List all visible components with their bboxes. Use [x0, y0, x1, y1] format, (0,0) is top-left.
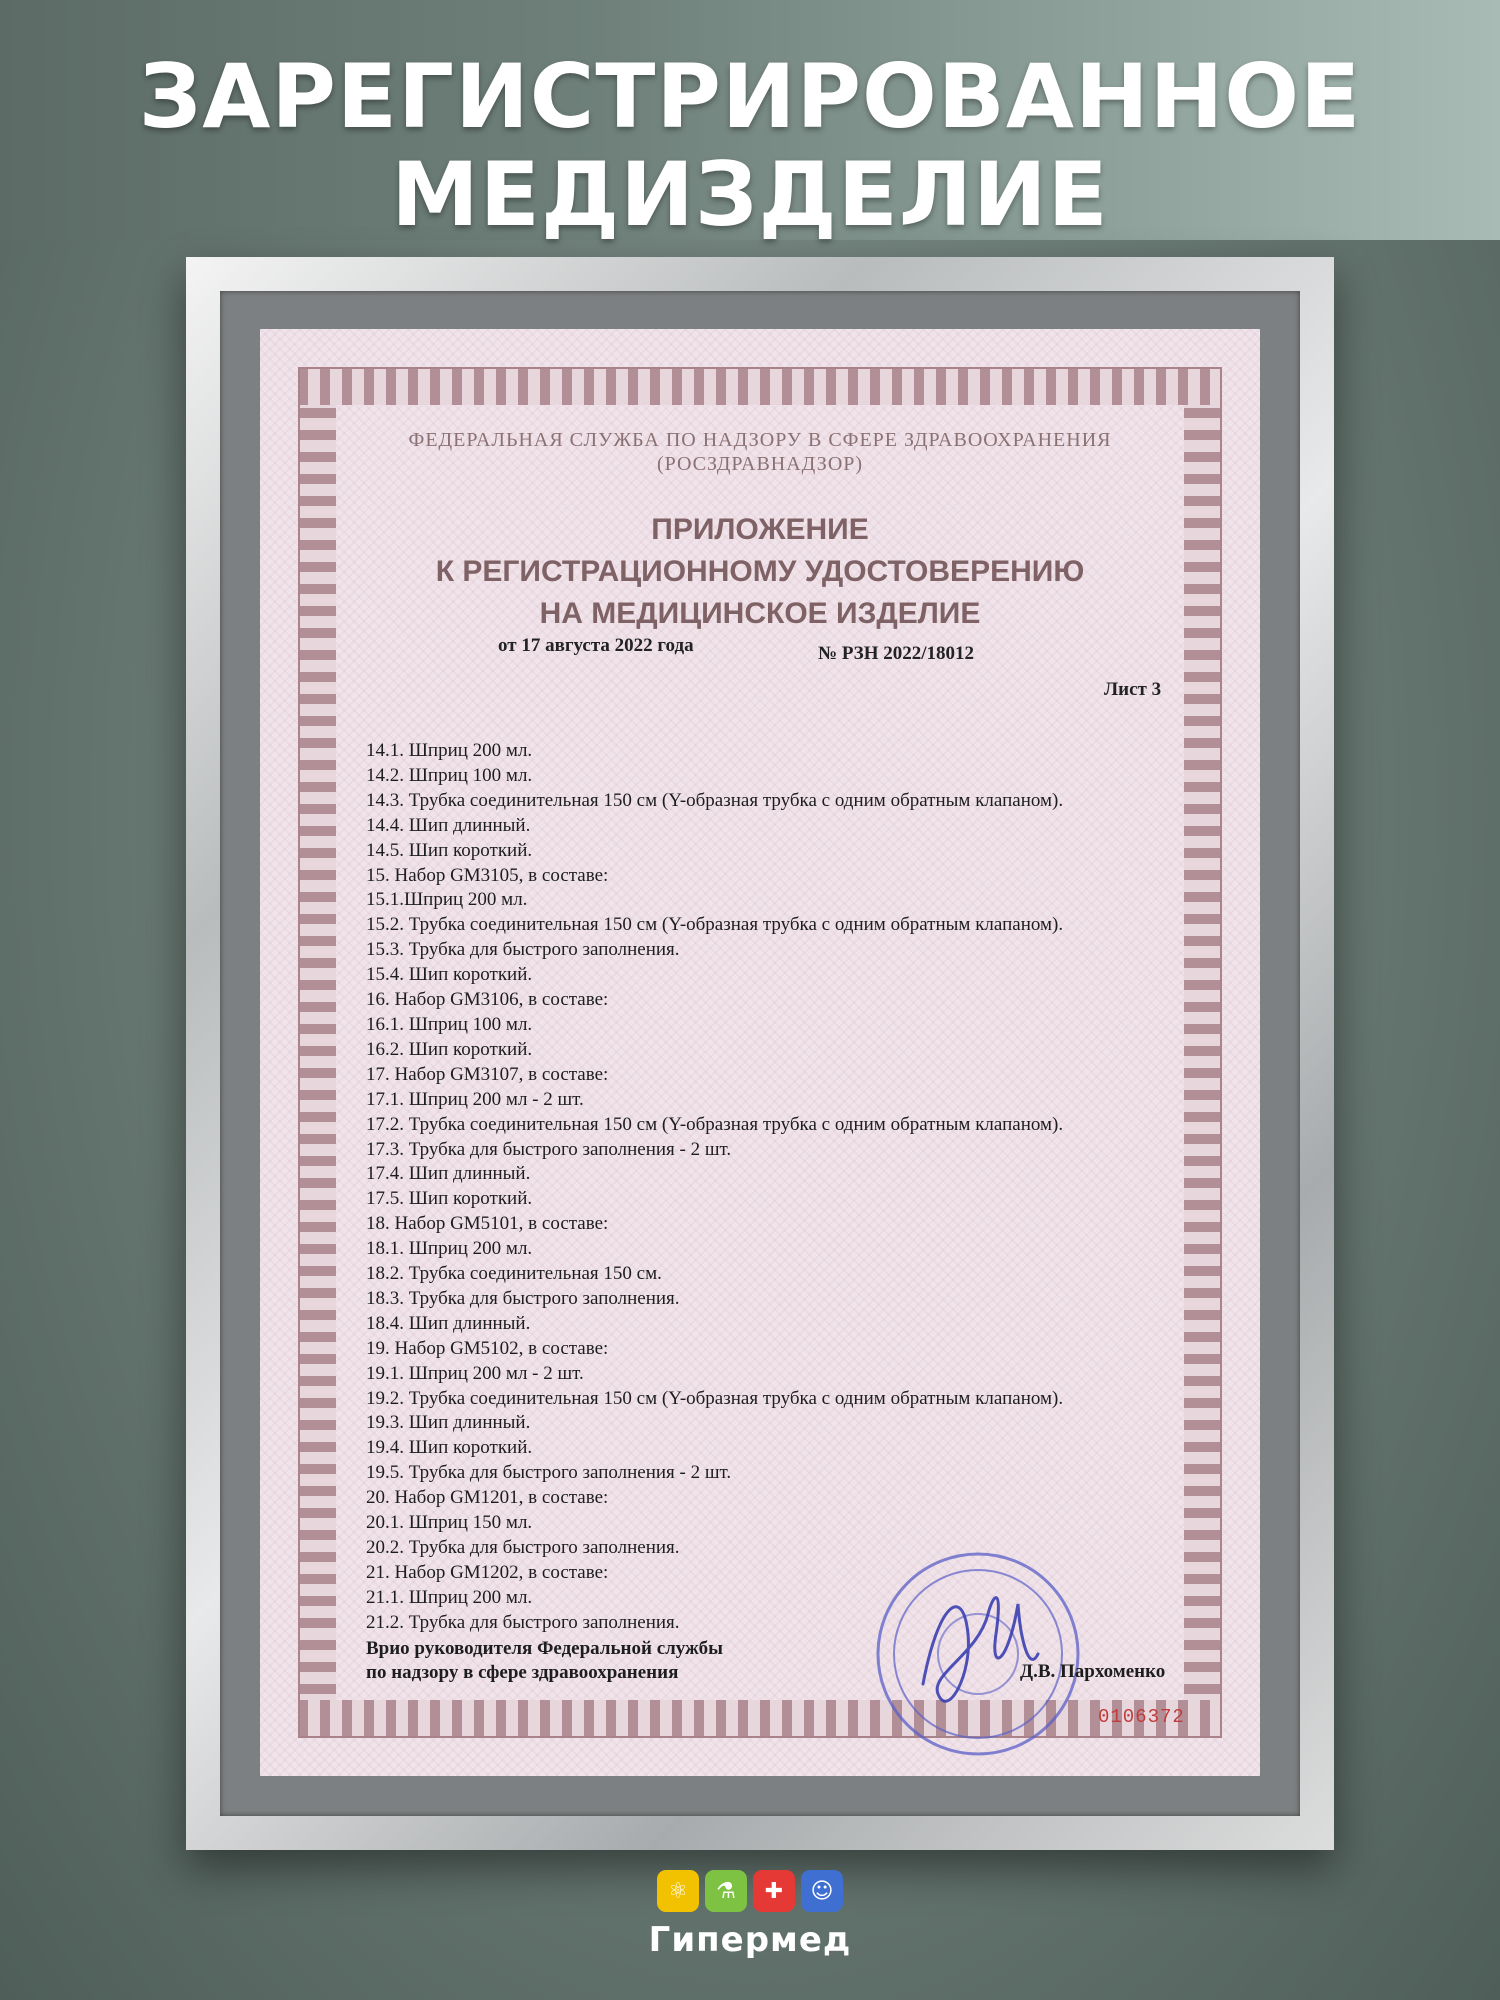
list-item: 19.3. Шип длинный.	[366, 1412, 531, 1434]
list-item: 19. Набор GM5102, в составе:	[366, 1337, 609, 1359]
list-item: 18.3. Трубка для быстрого заполнения.	[366, 1287, 680, 1309]
list-item: 15.2. Трубка соединительная 150 см (Y-образная трубка с одним обратным клапаном).	[366, 914, 1064, 936]
list-item: 14.1. Шприц 200 мл.	[366, 740, 533, 761]
list-item: 14.5. Шип короткий.	[366, 839, 533, 861]
list-item: 15.3. Трубка для быстрого заполнения.	[366, 939, 680, 961]
list-item: 20.1. Шприц 150 мл.	[366, 1512, 533, 1534]
list-item: 19.1. Шприц 200 мл - 2 шт.	[366, 1362, 584, 1384]
list-item: 17.4. Шип длинный.	[366, 1163, 531, 1185]
list-item: 18.1. Шприц 200 мл.	[366, 1238, 533, 1260]
serial-number: 0106372	[1098, 1706, 1185, 1728]
list-item: 21.1. Шприц 200 мл.	[366, 1586, 533, 1608]
brand-name: Гипермед	[648, 1920, 852, 1960]
list-item: 19.2. Трубка соединительная 150 см (Y-образная трубка с одним обратным клапаном).	[366, 1387, 1064, 1409]
document-heading-line1: ПРИЛОЖЕНИЕ	[651, 513, 869, 546]
list-item: 16.1. Шприц 100 мл.	[366, 1013, 533, 1035]
microscope-icon: ⚛	[657, 1870, 699, 1912]
agency-abbreviation: (РОСЗДРАВНАДЗОР)	[656, 453, 864, 475]
certificate-document	[260, 329, 1260, 1776]
official-seal-stamp	[868, 1544, 1088, 1764]
list-item: 14.4. Шип длинный.	[366, 814, 531, 836]
issue-date: от 17 августа 2022 года	[498, 635, 694, 656]
brand-logo	[0, 1870, 1500, 1960]
list-item: 20.2. Трубка для быстрого заполнения.	[366, 1537, 680, 1558]
list-item: 19.4. Шип короткий.	[366, 1437, 533, 1459]
list-item: 17. Набор GM3107, в составе:	[366, 1063, 609, 1085]
signatory-name: Д.В. Пархоменко	[1020, 1661, 1166, 1682]
list-item: 15.4. Шип короткий.	[366, 964, 533, 986]
banner-title-line2: МЕДИЗДЕЛИЕ	[391, 143, 1109, 246]
list-item: 21. Набор GM1202, в составе:	[366, 1561, 609, 1583]
signatory-title-line2: по надзору в сфере здравоохранения	[366, 1662, 679, 1683]
banner-title-line1: ЗАРЕГИСТРИРОВАННОЕ	[138, 45, 1362, 148]
list-item: 15.1.Шприц 200 мл.	[366, 889, 528, 911]
document-heading-line3: НА МЕДИЦИНСКОЕ ИЗДЕЛИЕ	[539, 597, 981, 630]
list-item: 18.2. Трубка соединительная 150 см.	[366, 1263, 662, 1285]
list-item: 17.1. Шприц 200 мл - 2 шт.	[366, 1088, 584, 1110]
list-item: 21.2. Трубка для быстрого заполнения.	[366, 1611, 680, 1633]
tooth-icon: ☺	[801, 1870, 843, 1912]
list-item: 15. Набор GM3105, в составе:	[366, 864, 609, 886]
signatory-title-line1: Врио руководителя Федеральной службы	[366, 1638, 723, 1659]
registration-number: № РЗН 2022/18012	[818, 643, 975, 664]
list-item: 16.2. Шип короткий.	[366, 1038, 533, 1060]
brand-logo-icons	[657, 1870, 843, 1912]
list-item: 17.5. Шип короткий.	[366, 1188, 533, 1210]
list-item: 19.5. Трубка для быстрого заполнения - 2 шт.	[366, 1462, 732, 1484]
list-item: 14.3. Трубка соединительная 150 см (Y-образная трубка с одним обратным клапаном).	[366, 789, 1064, 811]
list-item: 18. Набор GM5101, в составе:	[366, 1213, 609, 1235]
syringe-icon: ✚	[753, 1870, 795, 1912]
banner-title	[0, 45, 1500, 246]
list-item: 18.4. Шип длинный.	[366, 1312, 531, 1334]
list-item: 17.2. Трубка соединительная 150 см (Y-образная трубка с одним обратным клапаном).	[366, 1113, 1064, 1135]
agency-name: ФЕДЕРАЛЬНАЯ СЛУЖБА ПО НАДЗОРУ В СФЕРЕ ЗДРАВООХРАНЕНИЯ	[408, 429, 1112, 451]
signatory-title	[366, 1637, 723, 1685]
list-item: 20. Набор GM1201, в составе:	[366, 1487, 609, 1509]
component-list	[366, 739, 1206, 1636]
list-item: 17.3. Трубка для быстрого заполнения - 2 шт.	[366, 1138, 732, 1160]
list-item: 14.2. Шприц 100 мл.	[366, 764, 533, 786]
document-heading-line2: К РЕГИСТРАЦИОННОМУ УДОСТОВЕРЕНИЮ	[435, 555, 1085, 588]
list-item: 16. Набор GM3106, в составе:	[366, 989, 609, 1011]
promo-banner	[0, 0, 1500, 246]
sheet-number: Лист 3	[1104, 679, 1162, 700]
flask-icon: ⚗	[705, 1870, 747, 1912]
